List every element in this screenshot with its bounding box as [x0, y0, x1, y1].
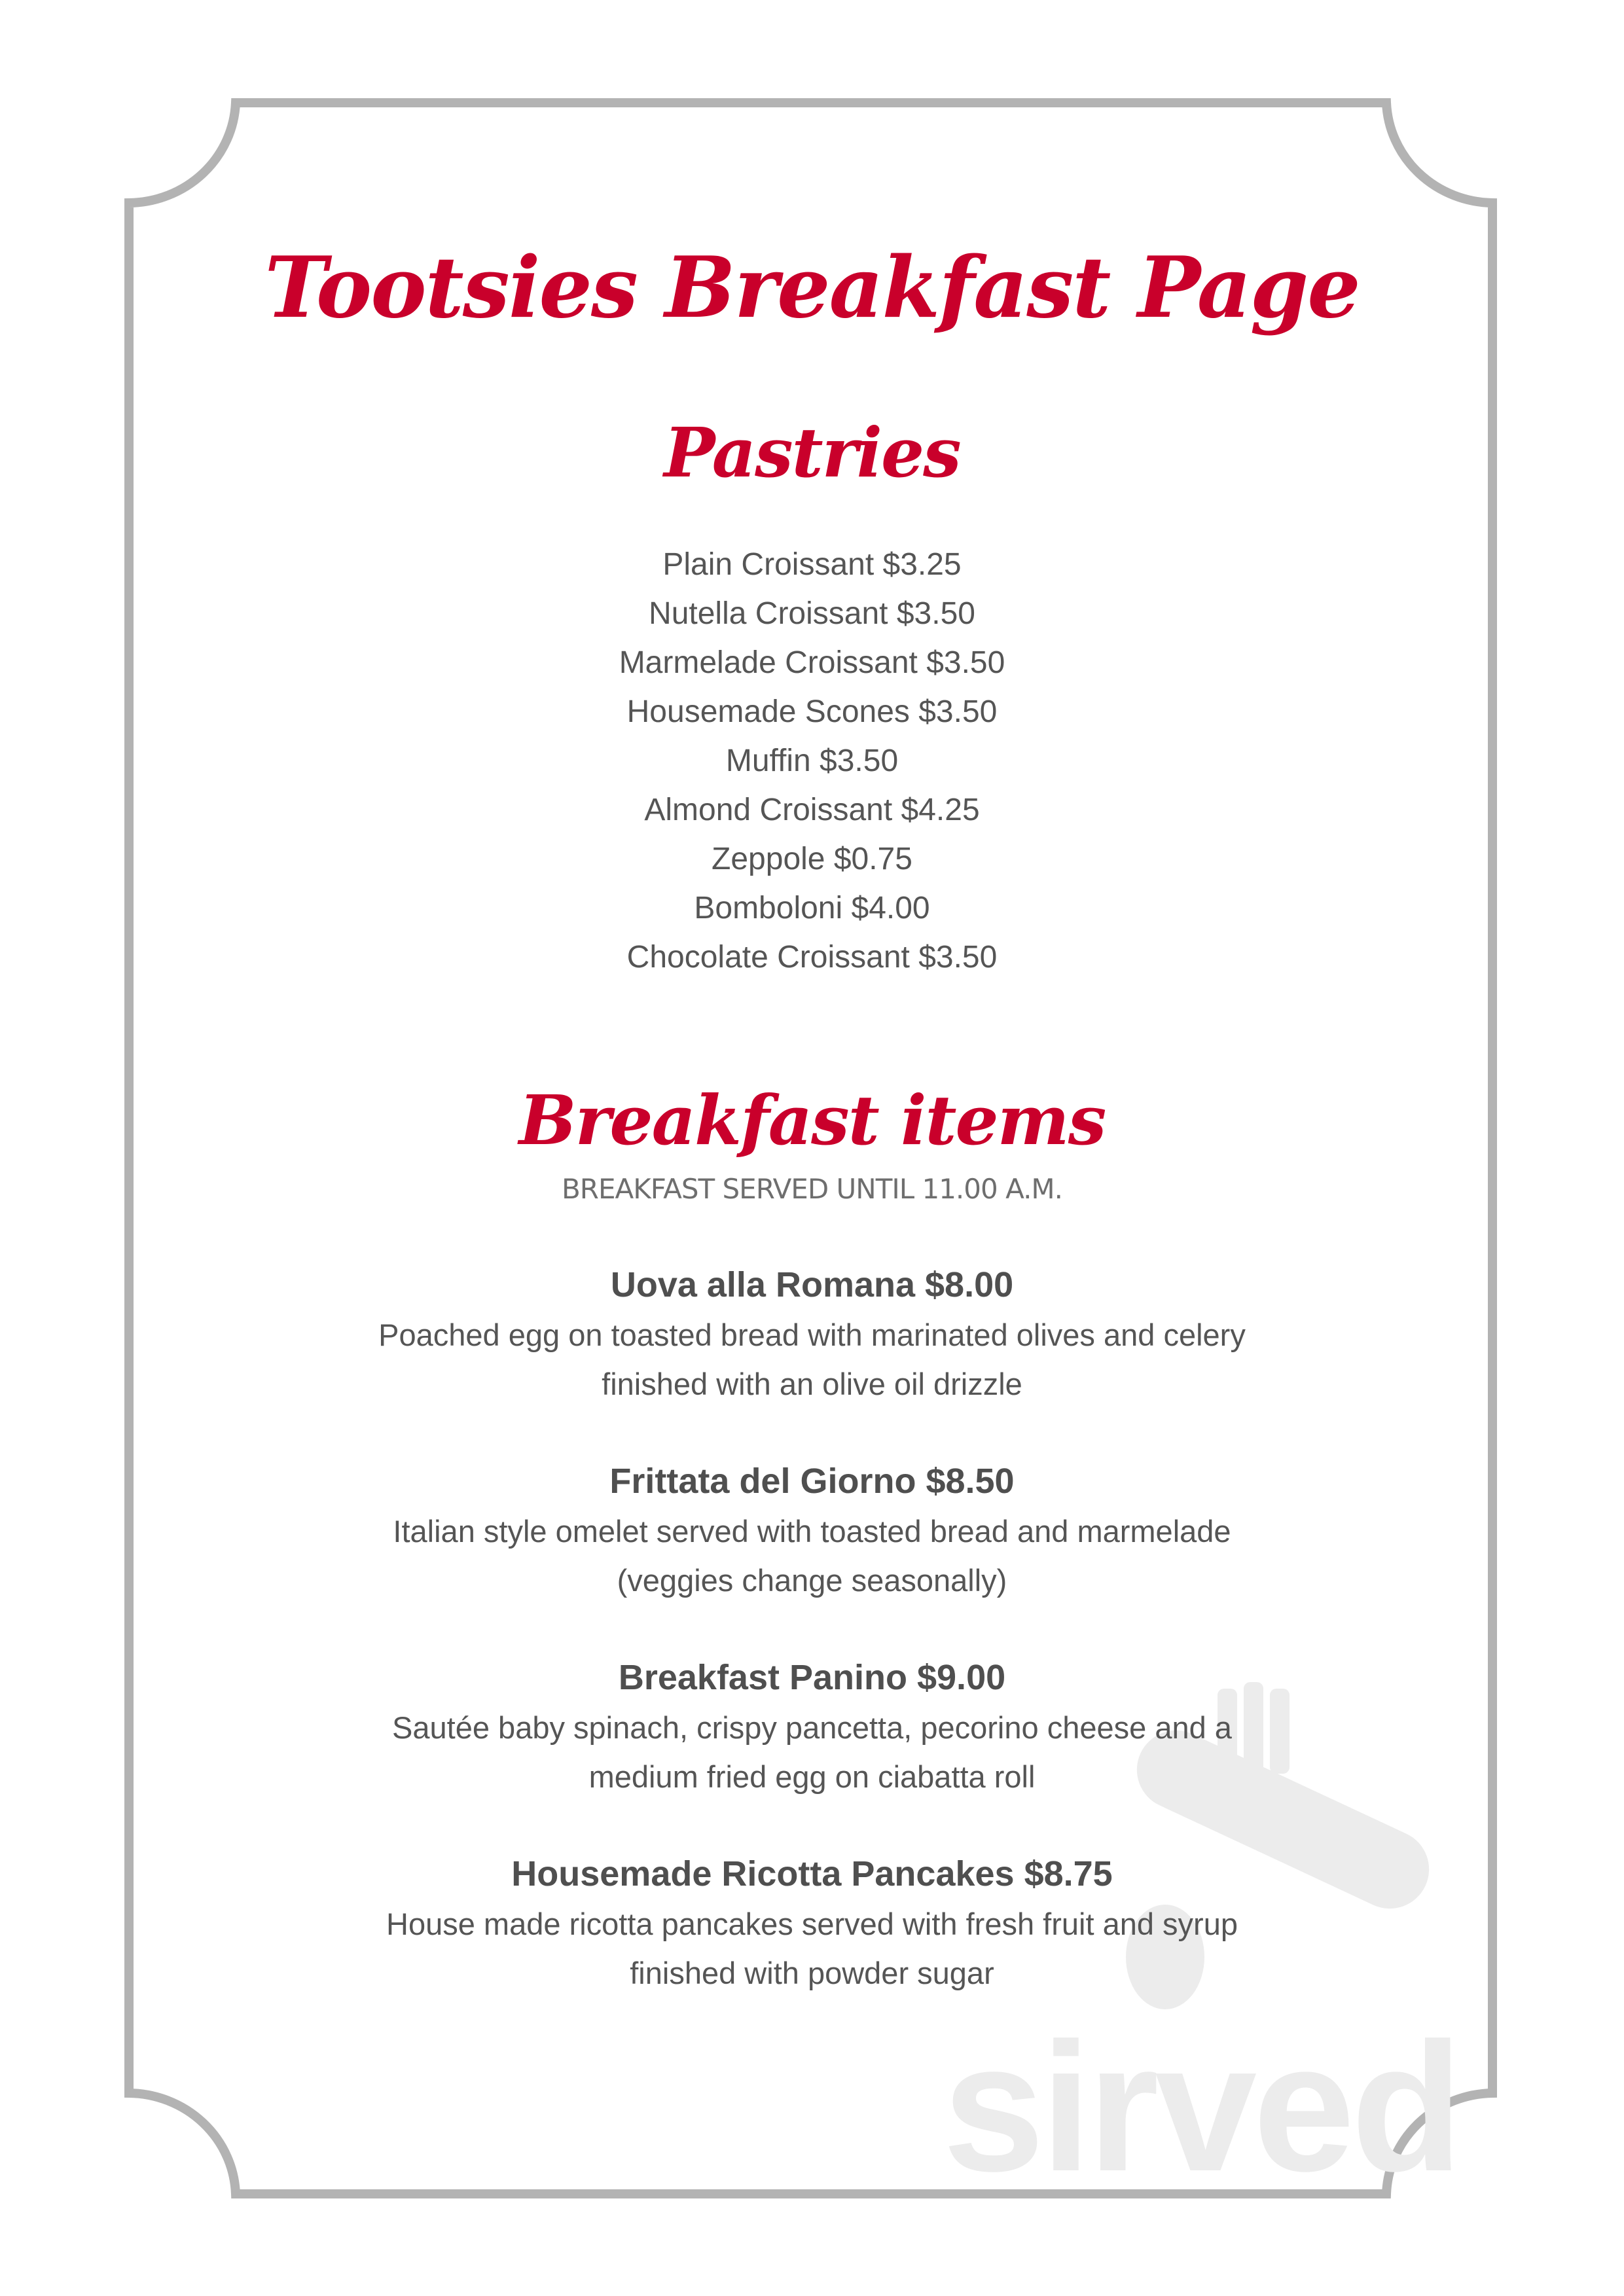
item-name: Uova alla Romana $8.00 [610, 1265, 1014, 1304]
menu-item [0, 1265, 1624, 1408]
breakfast-hours-note: BREAKFAST SERVED UNTIL 11.00 A.M. [561, 1173, 1063, 1205]
list-item: Bomboloni $4.00 [694, 891, 930, 925]
page-title: Tootsies Breakfast Page [264, 239, 1360, 337]
item-name: Housemade Ricotta Pancakes $8.75 [511, 1854, 1113, 1893]
list-item: Marmelade Croissant $3.50 [619, 645, 1005, 680]
menu-item [0, 1854, 1624, 1998]
item-description: (veggies change seasonally) [617, 1563, 1007, 1598]
item-description: Poached egg on toasted bread with marinated olives and celery [378, 1318, 1246, 1352]
list-item: Zeppole $0.75 [712, 842, 912, 876]
item-description: Italian style omelet served with toasted bread and marmelade [393, 1514, 1231, 1549]
pastries-heading: Pastries [664, 412, 960, 493]
list-item: Almond Croissant $4.25 [644, 793, 980, 827]
breakfast-heading: Breakfast items [518, 1080, 1106, 1160]
sirved-watermark: sirved [943, 2005, 1459, 2210]
list-item: Housemade Scones $3.50 [626, 694, 998, 729]
list-item: Muffin $3.50 [725, 744, 899, 778]
item-name: Breakfast Panino $9.00 [618, 1658, 1006, 1697]
menu-item [0, 1657, 1624, 1801]
item-description: finished with powder sugar [630, 1956, 994, 1990]
item-description: medium fried egg on ciabatta roll [588, 1759, 1036, 1794]
list-item: Plain Croissant $3.25 [662, 547, 962, 582]
menu-item [0, 1461, 1624, 1605]
pastries-list [0, 540, 1624, 982]
list-item: Chocolate Croissant $3.50 [626, 940, 998, 975]
item-description: Sautée baby spinach, crispy pancetta, pecorino cheese and a [392, 1710, 1232, 1745]
item-description: finished with an olive oil drizzle [602, 1367, 1022, 1401]
list-item: Nutella Croissant $3.50 [649, 596, 975, 631]
item-name: Frittata del Giorno $8.50 [609, 1462, 1015, 1501]
item-description: House made ricotta pancakes served with fresh fruit and syrup [386, 1907, 1238, 1941]
